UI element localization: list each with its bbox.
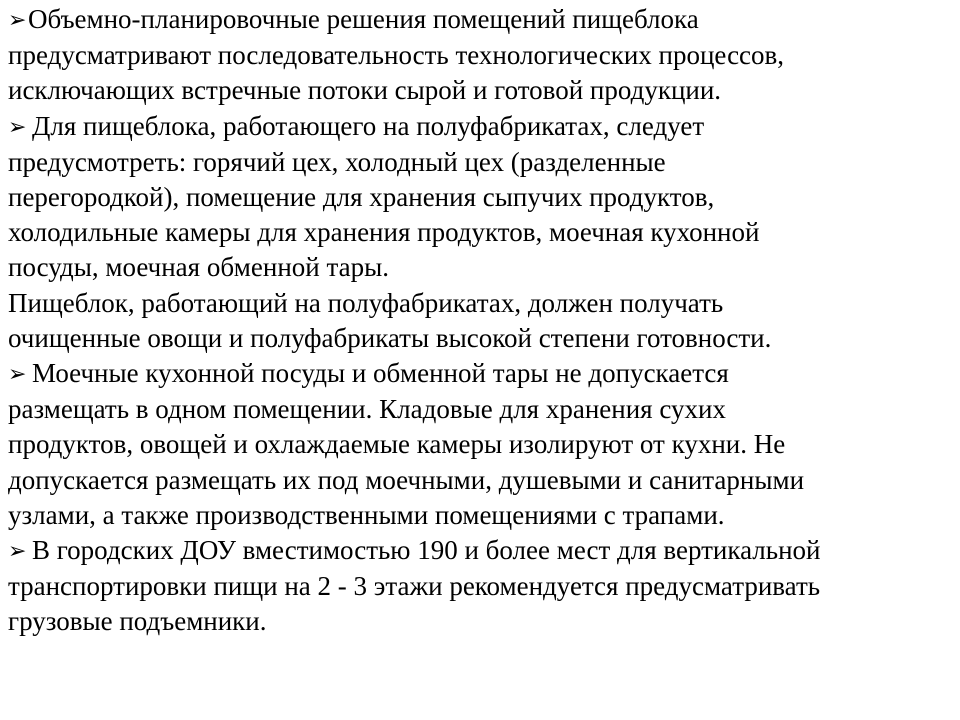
paragraph-5-text: В городских ДОУ вместимостью 190 и более мест для вертикальной транспортировки пищи на 2 - 3 этажи рекомендуется предусматривать грузовые подъемники.	[8, 535, 821, 637]
paragraph-4	[8, 356, 952, 533]
slide-text-body	[8, 2, 952, 640]
arrow-bullet-icon: ➢	[8, 114, 27, 140]
paragraph-3-text: Пищеблок, работающий на полуфабрикатах, должен получать очищенные овощи и полуфабрикаты высокой степени готовности.	[8, 287, 772, 353]
paragraph-1	[8, 2, 952, 109]
paragraph-3	[8, 286, 952, 356]
paragraph-2-text: Для пищеблока, работающего на полуфабрикатах, следует предусмотреть: горячий цех, холодный цех (разделенные перегородкой), помещение для хранения сыпучих продуктов, холодильные камеры для хранения продуктов, моечная кухонной посуды, моечная обменной тары.	[8, 110, 760, 283]
arrow-bullet-icon: ➢	[8, 362, 27, 388]
arrow-bullet-icon: ➢	[8, 539, 27, 565]
paragraph-1-text: Объемно-планировочные решения помещений пищеблока предусматривают последовательность технологических процессов, исключающих встречные потоки сырой и готовой продукции.	[8, 4, 785, 106]
paragraph-4-text: Моечные кухонной посуды и обменной тары не допускается размещать в одном помещении. Кладовые для хранения сухих продуктов, овощей и охлаждаемые камеры изолируют от кухни. Не допускается размещать их под моечными, душевыми и санитарными узлами, а также производственными помещениями с трапами.	[8, 358, 805, 530]
paragraph-2	[8, 109, 952, 286]
arrow-bullet-icon: ➢	[8, 8, 27, 33]
paragraph-5	[8, 533, 952, 640]
